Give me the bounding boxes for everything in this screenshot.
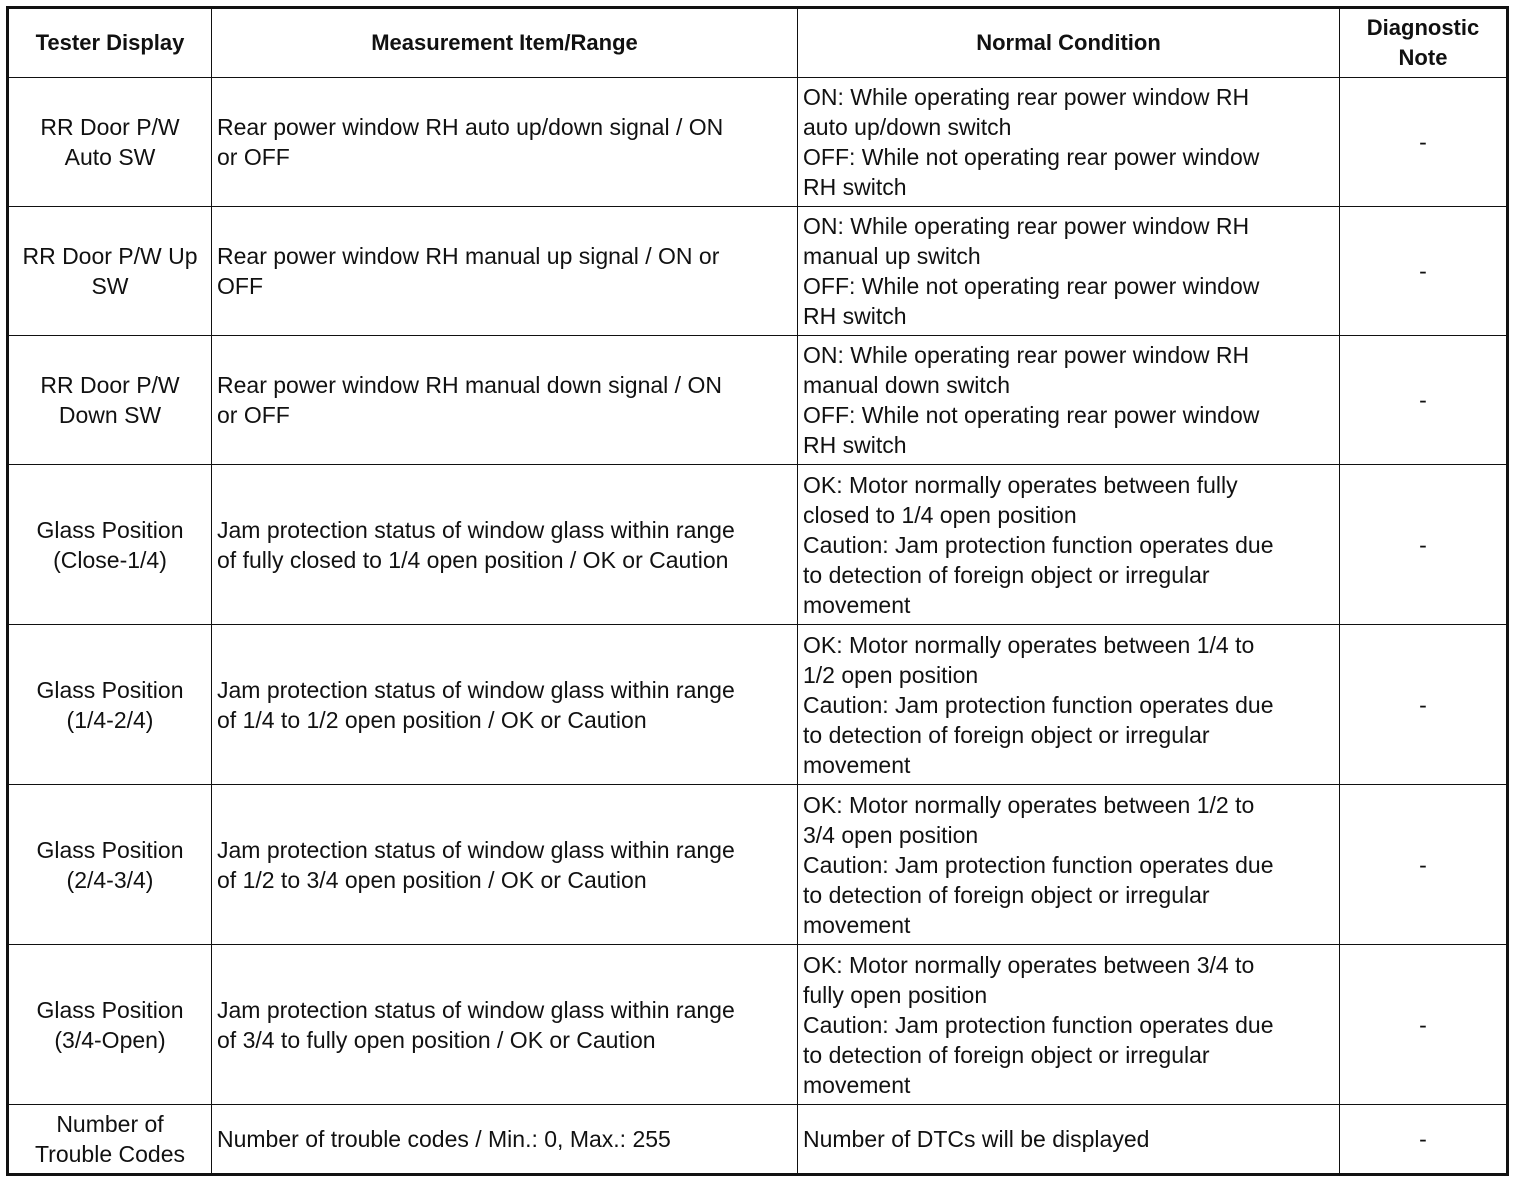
header-normal-condition: Normal Condition xyxy=(798,8,1340,78)
table-row xyxy=(8,785,1508,945)
table-row xyxy=(8,625,1508,785)
header-diagnostic-note: Diagnostic Note xyxy=(1340,8,1508,78)
table-row xyxy=(8,207,1508,336)
normal-condition-cell: OK: Motor normally operates between 1/4 to 1/2 open position Caution: Jam protection function operates due to detection of foreign object or irregular movement xyxy=(798,625,1340,785)
tester-display-cell: RR Door P/W Down SW xyxy=(8,336,212,465)
tester-display-cell: RR Door P/W Auto SW xyxy=(8,78,212,207)
normal-condition-cell: OK: Motor normally operates between fully closed to 1/4 open position Caution: Jam protection function operates due to detection of foreign object or irregular movement xyxy=(798,465,1340,625)
diagnostic-note-cell: - xyxy=(1340,785,1508,945)
measurement-cell: Rear power window RH manual up signal / ON or OFF xyxy=(212,207,798,336)
table-row xyxy=(8,78,1508,207)
measurement-cell: Rear power window RH manual down signal / ON or OFF xyxy=(212,336,798,465)
tester-display-cell: Glass Position (2/4-3/4) xyxy=(8,785,212,945)
table-header-row xyxy=(8,8,1508,78)
table-row xyxy=(8,945,1508,1105)
diagnostic-note-cell: - xyxy=(1340,1105,1508,1175)
normal-condition-cell: ON: While operating rear power window RH manual down switch OFF: While not operating rear power window RH switch xyxy=(798,336,1340,465)
diagnostic-note-cell: - xyxy=(1340,78,1508,207)
measurement-cell: Jam protection status of window glass within range of 3/4 to fully open position / OK or Caution xyxy=(212,945,798,1105)
measurement-cell: Jam protection status of window glass within range of 1/2 to 3/4 open position / OK or Caution xyxy=(212,785,798,945)
table-row xyxy=(8,465,1508,625)
header-tester-display: Tester Display xyxy=(8,8,212,78)
measurement-cell: Jam protection status of window glass within range of 1/4 to 1/2 open position / OK or Caution xyxy=(212,625,798,785)
normal-condition-cell: OK: Motor normally operates between 3/4 to fully open position Caution: Jam protection function operates due to detection of foreign object or irregular movement xyxy=(798,945,1340,1105)
measurement-cell: Rear power window RH auto up/down signal / ON or OFF xyxy=(212,78,798,207)
diagnostic-note-cell: - xyxy=(1340,207,1508,336)
diagnostic-note-cell: - xyxy=(1340,336,1508,465)
tester-display-cell: Number of Trouble Codes xyxy=(8,1105,212,1175)
normal-condition-cell: OK: Motor normally operates between 1/2 to 3/4 open position Caution: Jam protection function operates due to detection of foreign object or irregular movement xyxy=(798,785,1340,945)
normal-condition-cell: Number of DTCs will be displayed xyxy=(798,1105,1340,1175)
tester-display-cell: RR Door P/W Up SW xyxy=(8,207,212,336)
header-measurement-item-range: Measurement Item/Range xyxy=(212,8,798,78)
table-row xyxy=(8,1105,1508,1175)
table-row xyxy=(8,336,1508,465)
measurement-cell: Number of trouble codes / Min.: 0, Max.: 255 xyxy=(212,1105,798,1175)
diagnostic-data-table xyxy=(6,6,1509,1176)
tester-display-cell: Glass Position (1/4-2/4) xyxy=(8,625,212,785)
diagnostic-note-cell: - xyxy=(1340,625,1508,785)
tester-display-cell: Glass Position (3/4-Open) xyxy=(8,945,212,1105)
normal-condition-cell: ON: While operating rear power window RH auto up/down switch OFF: While not operating rear power window RH switch xyxy=(798,78,1340,207)
diagnostic-note-cell: - xyxy=(1340,465,1508,625)
tester-display-cell: Glass Position (Close-1/4) xyxy=(8,465,212,625)
measurement-cell: Jam protection status of window glass within range of fully closed to 1/4 open position / OK or Caution xyxy=(212,465,798,625)
diagnostic-note-cell: - xyxy=(1340,945,1508,1105)
normal-condition-cell: ON: While operating rear power window RH manual up switch OFF: While not operating rear power window RH switch xyxy=(798,207,1340,336)
